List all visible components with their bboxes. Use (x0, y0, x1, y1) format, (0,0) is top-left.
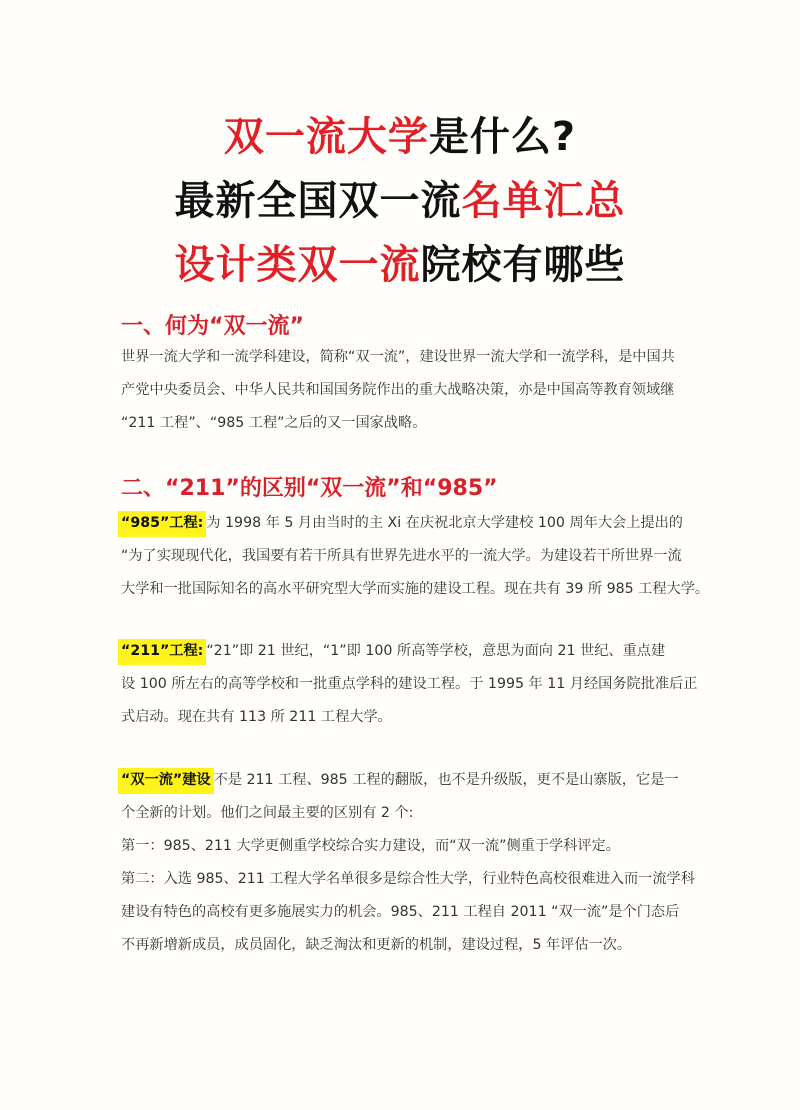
title-line-2 (0, 172, 800, 230)
paragraph-double-first-class (121, 764, 695, 962)
paragraph-985 (121, 507, 710, 606)
text-run: 为 1998 年 5 月由当时的主 Xi 在庆祝北京大学建校 100 周年大会上提出的 (206, 515, 683, 531)
text-line: 式启动。现在共有 113 所 211 工程大学。 (121, 709, 392, 725)
section-heading-1: 一、何为“双一流” (121, 314, 304, 339)
highlight-label-985: “985”工程: (118, 511, 206, 537)
title-line-3 (0, 236, 800, 294)
highlight-label-211: “211”工程: (118, 639, 206, 665)
section-heading-2: 二、“211”的区别“双一流”和“985” (121, 476, 498, 501)
title-black-text: 最新全国双一流 (174, 178, 462, 224)
text-line: 第一：985、211 大学更侧重学校综合实力建设，而“双一流”侧重于学科评定。 (121, 838, 620, 854)
title-red-text: 双一流大学 (223, 114, 429, 160)
document-title (0, 108, 800, 294)
text-line: 建设有特色的高校有更多施展实力的机会。985、211 工程自 2011 “双一流”是个门态后 (121, 904, 680, 920)
text-line: 世界一流大学和一流学科建设，简称“双一流”，建设世界一流大学和一流学科，是中国共 (121, 349, 675, 365)
section-1-paragraph (121, 341, 683, 440)
paragraph-211 (121, 635, 698, 734)
text-line: 大学和一批国际知名的高水平研究型大学而实施的建设工程。现在共有 39 所 985 工程大学。 (121, 581, 710, 597)
text-run: “21”即 21 世纪，“1”即 100 所高等学校，意思为面向 21 世纪、重点建 (206, 643, 666, 659)
text-line: 不再新增新成员，成员固化，缺乏淘汰和更新的机制，建设过程，5 年评估一次。 (121, 937, 632, 953)
text-line (121, 764, 683, 797)
text-line: 第二：入选 985、211 工程大学名单很多是综合性大学，行业特色高校很难进入而一流学科 (121, 871, 695, 887)
text-line (121, 635, 683, 668)
title-red-text: 名单汇总 (461, 178, 626, 224)
text-run: 不是 211 工程、985 工程的翻版，也不是升级版，更不是山寨版，它是一 (213, 772, 679, 788)
highlight-label-double-first-class: “双一流”建设 (118, 768, 214, 794)
text-line: 产党中央委员会、中华人民共和国国务院作出的重大战略决策，亦是中国高等教育领域继 (121, 382, 675, 398)
text-line: 设 100 所左右的高等学校和一批重点学科的建设工程。于 1995 年 11 月经国务院批准后正 (121, 676, 698, 692)
text-line (121, 507, 683, 540)
title-black-text: 是什么? (428, 114, 577, 160)
text-line: “为了实现现代化，我国要有若干所具有世界先进水平的一流大学。为建设若干所世界一流 (121, 548, 682, 564)
title-line-1 (0, 108, 800, 166)
text-line: “211 工程”、“985 工程”之后的又一国家战略。 (121, 415, 427, 431)
title-red-text: 设计类双一流 (174, 242, 421, 288)
text-line: 个全新的计划。他们之间最主要的区别有 2 个: (121, 805, 414, 821)
title-black-text: 院校有哪些 (420, 242, 626, 288)
